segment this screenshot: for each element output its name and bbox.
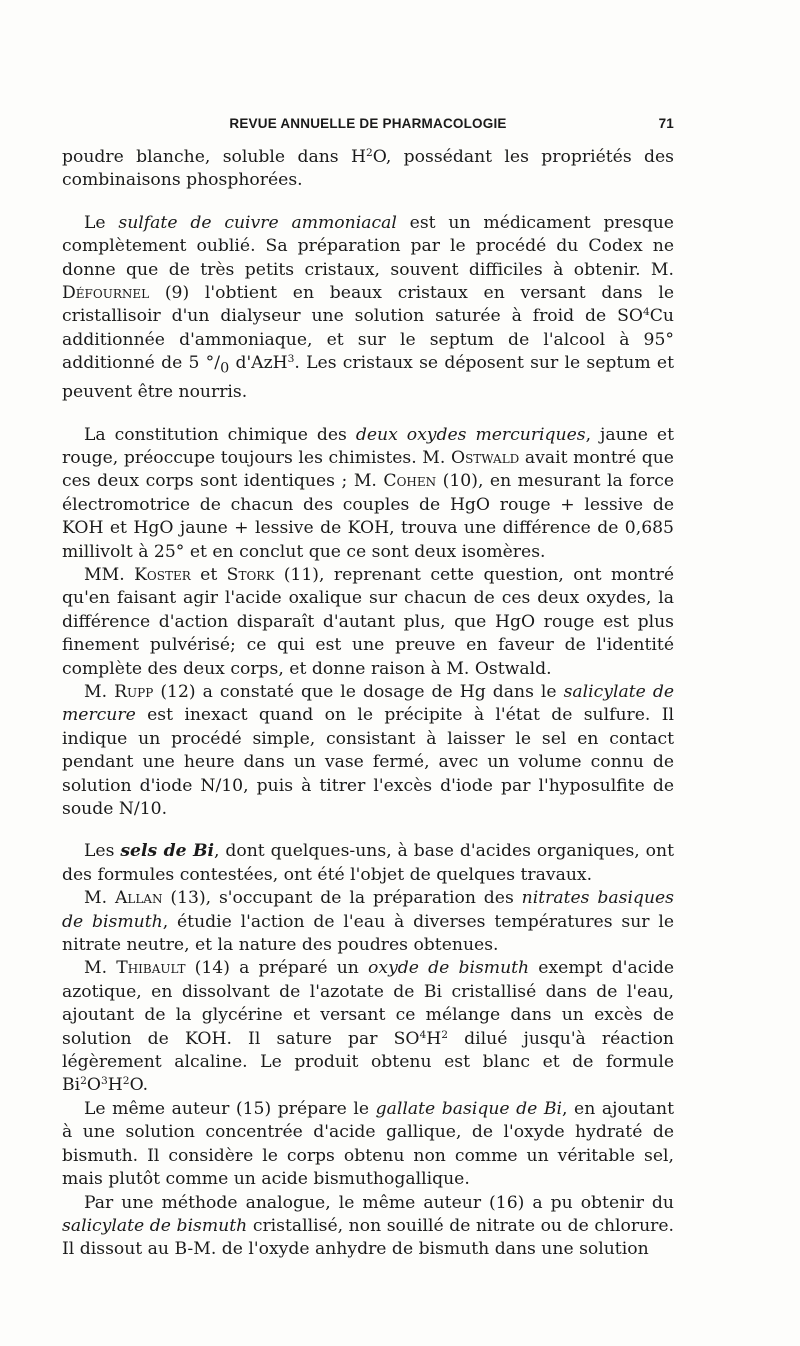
text-run: (11), reprenant cette question, ont montré qu'en faisant agir l'acide oxalique sur chacun de ces deux oxydes, la différence d'action disparaît d'autant plus, que HgO rouge est plus finement pulvérisé; ce qui est une preuve en faveur de l'identité complète des deux corps, et donne raison à M. Ostwald. <box>62 564 675 679</box>
text-run: O. <box>129 1075 149 1096</box>
italic-term: oxyde de bismuth <box>368 958 530 979</box>
author-name: Thibault <box>116 958 186 979</box>
running-header <box>62 116 674 138</box>
paragraph-koster-stork <box>62 564 674 681</box>
text-run: (9) l'obtient en beaux cristaux en versant dans le cristallisoir d'un dialyseur une solution saturée à froid de SO <box>62 283 674 327</box>
text-run: H <box>426 1028 442 1049</box>
author-name: Défournel <box>62 283 150 304</box>
text-run: (14) a préparé un <box>185 958 369 979</box>
text-run: H <box>107 1075 123 1096</box>
text-run: M. <box>84 958 117 979</box>
text-run: (13), s'occupant de la préparation des <box>162 888 522 909</box>
text-run: MM. <box>84 564 135 585</box>
paragraph-thibault <box>62 957 674 1097</box>
text-run: La constitution chimique des <box>84 424 356 445</box>
text-run: est inexact quand on le précipite à l'état de sulfure. Il indique un procédé simple, consistant à laisser le sel en contact pendant une heure dans un vase fermé, avec un volume connu de solution d'iode N/10, puis à titrer l'excès d'iode par l'hyposulfite de soude N/10. <box>62 705 674 819</box>
text-run: (12) a constaté que le dosage de Hg dans le <box>153 681 564 702</box>
text-run: O, possédant les propriétés des combinaisons phosphorées. <box>62 147 674 191</box>
paragraph-allan <box>62 887 674 957</box>
author-name: Allan <box>114 888 163 909</box>
author-name: Cohen <box>383 471 437 492</box>
running-title: REVUE ANNUELLE DE PHARMACOLOGIE <box>229 116 507 131</box>
paragraph-sulfate-cuivre <box>62 212 674 405</box>
author-name: Koster <box>134 564 191 585</box>
text-run: , dont quelques-uns, à base d'acides organiques, ont des formules contestées, ont été l'objet de quelques travaux. <box>62 841 675 885</box>
text-run: dilué jusqu'à réaction légèrement alcaline. Le produit obtenu est blanc et de formule Bi <box>62 1028 674 1096</box>
text-run: (10), en mesurant la force électromotrice de chacun des couples de HgO rouge + lessive de KOH et HgO jaune + lessive de KOH, trouva une différence de 0,685 millivolt à 25° et en conclut que ce sont deux isomères. <box>62 471 674 562</box>
paragraph-gallate <box>62 1098 674 1192</box>
paragraph-sels-bi <box>62 840 674 887</box>
text-run: exempt d'acide azotique, en dissolvant de l'azotate de Bi cristallisé dans de l'eau, ajoutant de la glycérine et versant ce mélange dans un excès de solution de KOH. Il sature par SO <box>62 958 674 1049</box>
text-run: d'AzH <box>229 353 288 374</box>
italic-term: sulfate de cuivre ammoniacal <box>118 212 397 233</box>
paragraph-rupp <box>62 681 674 821</box>
superscript: 2 <box>441 1027 449 1041</box>
superscript: 2 <box>80 1074 87 1088</box>
italic-term: salicylate de bismuth <box>62 1215 248 1236</box>
text-run: , jaune et rouge, préoccupe toujours les chimistes. M. <box>62 424 674 468</box>
superscript: 3 <box>287 352 295 366</box>
text-run: M. <box>84 888 115 909</box>
paragraph-oxydes-mercuriques <box>62 424 674 564</box>
text-run: poudre blanche, soluble dans H <box>62 147 366 167</box>
text-run: M. <box>84 681 115 702</box>
page-number: 71 <box>658 116 674 131</box>
text-run: Par une méthode analogue, le même auteur (16) a pu obtenir du <box>84 1192 674 1213</box>
italic-term: salicylate de mercure <box>62 681 675 726</box>
italic-term: gallate basique de Bi <box>375 1098 563 1119</box>
text-run: Cu additionnée d'ammoniaque, et sur le septum de l'alcool à 95° additionné de 5 °/ <box>62 306 674 374</box>
author-name: Ostwald <box>450 447 520 468</box>
text-run: est un médicament presque complètement oublié. Sa préparation par le procédé du Codex ne donne que de très petits cristaux, souvent difficiles à obtenir. M. <box>62 212 674 280</box>
italic-term: nitrates basiques de bismuth <box>62 888 675 932</box>
text-run: , en ajoutant à une solution concentrée d'acide gallique, de l'oxyde hydraté de bismuth. Il considère le corps obtenu non comme un véritable sel, mais plutôt comme un acide bismuthogallique. <box>62 1098 674 1190</box>
text-run: et <box>190 564 227 585</box>
bold-italic-term: sels de Bi <box>120 841 215 862</box>
text-run: Les <box>84 841 121 862</box>
text-run: avait montré que ces deux corps sont identiques ; M. <box>62 447 674 492</box>
text-run: Le <box>84 212 119 233</box>
superscript: 2 <box>365 146 373 160</box>
paragraph-salicylate-bismuth <box>62 1192 674 1262</box>
subscript: 0 <box>220 360 230 377</box>
author-name: Rupp <box>114 681 154 702</box>
text-run: O <box>86 1075 102 1096</box>
superscript: 4 <box>642 305 650 319</box>
text-run: . Les cristaux se déposent sur le septum et peuvent être nourris. <box>62 353 674 403</box>
body-text <box>62 146 674 1262</box>
text-run: , étudie l'action de l'eau à diverses températures sur le nitrate neutre, et la nature des poudres obtenues. <box>62 911 674 956</box>
text-run: cristallisé, non souillé de nitrate ou de chlorure. Il dissout au B-M. de l'oxyde anhydre de bismuth dans une solution <box>62 1215 675 1260</box>
superscript: 2 <box>122 1074 130 1088</box>
author-name: Stork <box>226 564 275 585</box>
text-run: Le même auteur (15) prépare le <box>84 1098 376 1119</box>
paragraph-phosphores-continuation <box>62 146 674 193</box>
italic-term: deux oxydes mercuriques <box>355 424 586 445</box>
superscript: 3 <box>101 1074 108 1088</box>
superscript: 4 <box>419 1027 427 1041</box>
